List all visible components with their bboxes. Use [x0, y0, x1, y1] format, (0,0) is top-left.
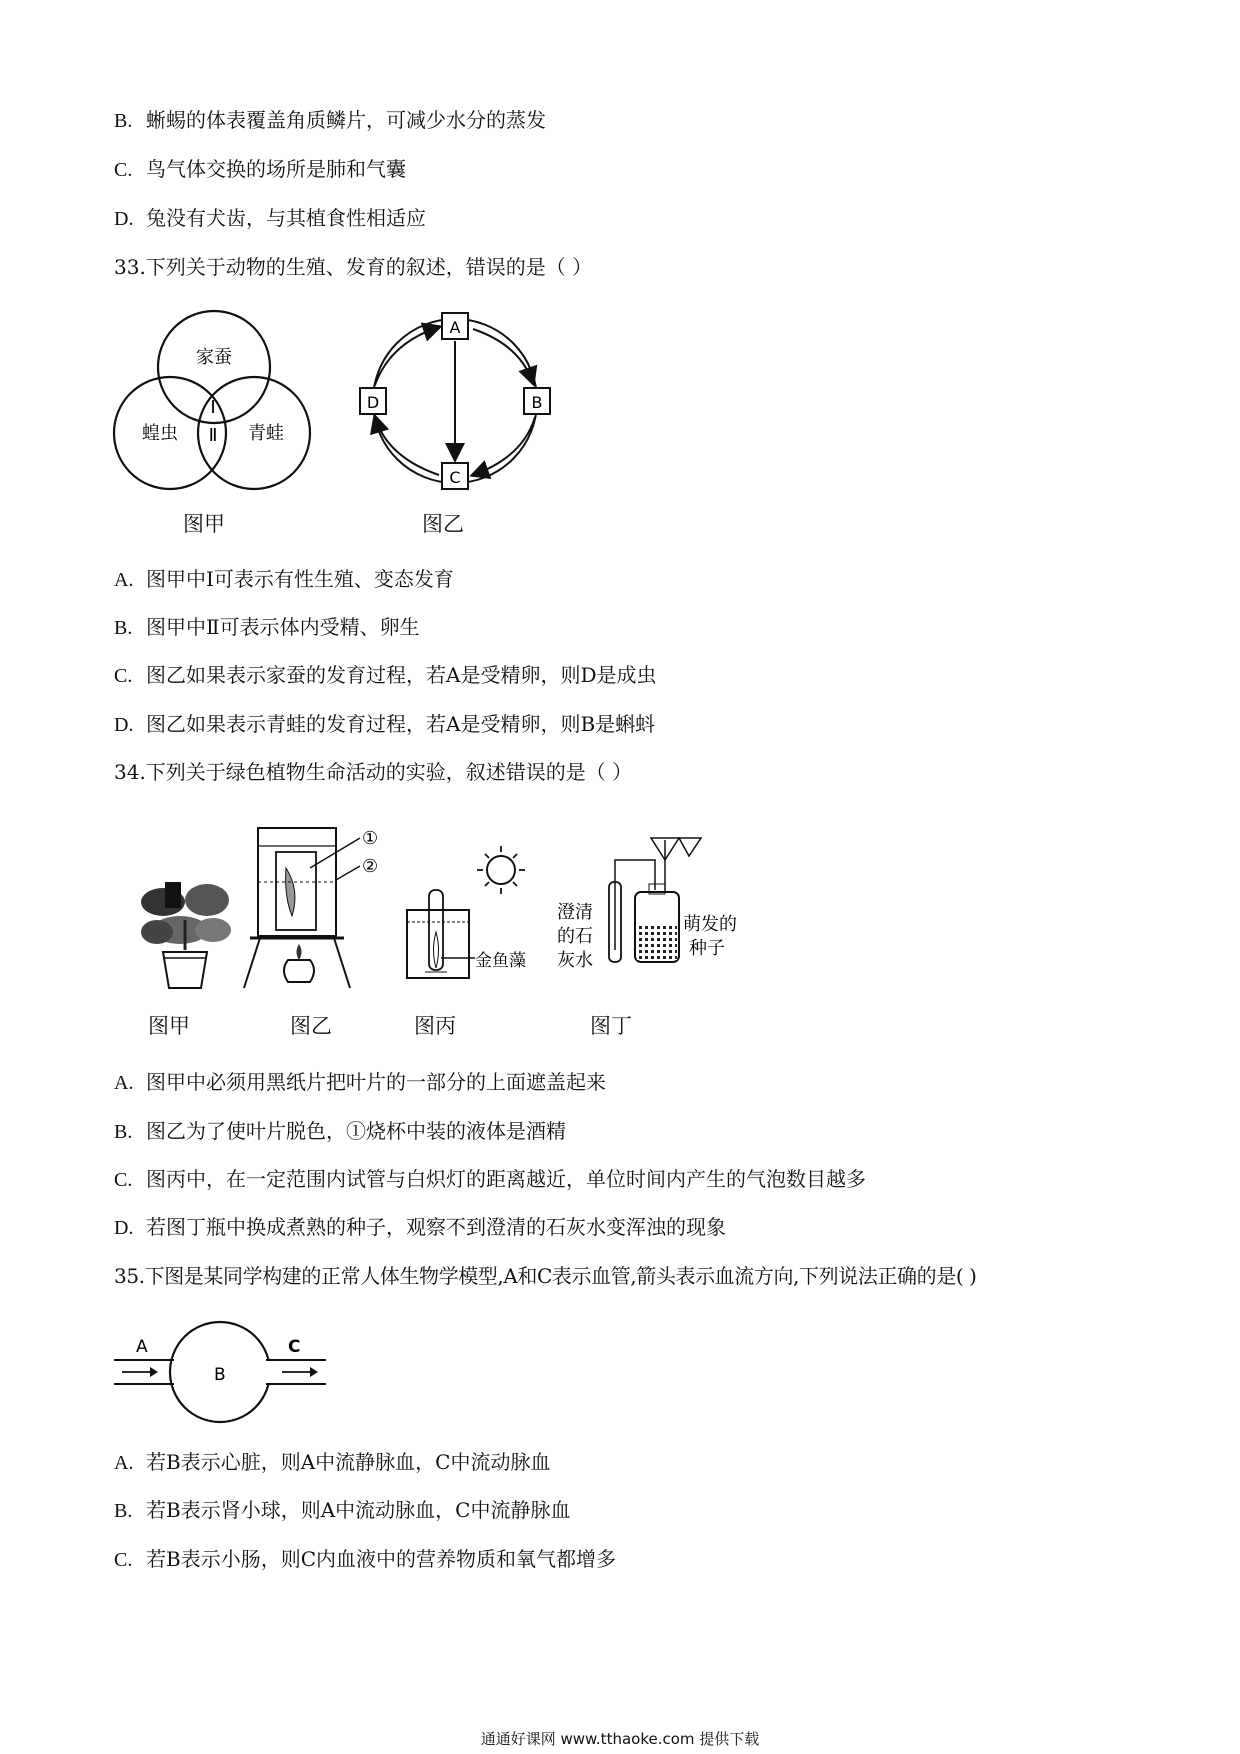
- q34-fig4-germinating-seeds: [555, 830, 750, 1000]
- q34-fig2-water-bath: [240, 820, 400, 995]
- q32-option-c: [114, 155, 406, 184]
- cycle-label-b: B: [531, 393, 543, 412]
- q33-cycle-diagram: [355, 305, 555, 500]
- option-text: 图甲中Ⅱ可表示体内受精、卵生: [146, 615, 420, 639]
- option-text: 图甲中Ⅰ可表示有性生殖、变态发育: [146, 567, 454, 591]
- option-letter: C.: [114, 1169, 133, 1191]
- venn-label-frog: 青蛙: [248, 423, 284, 444]
- option-letter: C.: [114, 665, 133, 687]
- option-letter: A.: [114, 1452, 134, 1474]
- limewater-label-line3: 灰水: [557, 950, 593, 971]
- q32-option-b: [114, 106, 546, 135]
- q34-option-c: [114, 1165, 866, 1194]
- option-letter: D.: [114, 714, 134, 736]
- q34-option-b: [114, 1117, 566, 1146]
- option-text: 图乙为了使叶片脱色，①烧杯中装的液体是酒精: [146, 1119, 566, 1143]
- q34-fig2-caption: 图乙: [290, 1014, 332, 1038]
- option-text: 若图丁瓶中换成煮熟的种子，观察不到澄清的石灰水变浑浊的现象: [146, 1215, 726, 1239]
- q34-fig3-pondweed-lamp: [405, 840, 550, 990]
- option-text: 图甲中必须用黑纸片把叶片的一部分的上面遮盖起来: [146, 1070, 606, 1094]
- page-footer: 通通好课网 www.tthaoke.com 提供下载: [480, 1730, 760, 1748]
- cycle-label-a: A: [449, 318, 461, 337]
- cycle-label-d: D: [366, 393, 380, 412]
- option-letter: B.: [114, 617, 133, 639]
- q33-option-a: [114, 565, 454, 594]
- option-letter: D.: [114, 1217, 134, 1239]
- q35-option-c: [114, 1545, 616, 1574]
- option-text: 鸟气体交换的场所是肺和气囊: [146, 157, 406, 181]
- q35-blood-flow-model: [112, 1318, 332, 1428]
- q34-fig1-potted-plant: [135, 860, 235, 990]
- cycle-label-c: C: [449, 468, 461, 487]
- q33-fig2-caption: 图乙: [422, 512, 464, 536]
- option-text: 若B表示小肠，则C内血液中的营养物质和氧气都增多: [146, 1547, 616, 1571]
- option-text: 蜥蜴的体表覆盖角质鳞片，可减少水分的蒸发: [146, 108, 546, 132]
- beaker-mark-1: ①: [362, 828, 379, 849]
- venn-mark-2: Ⅱ: [208, 425, 218, 446]
- option-text: 图乙如果表示家蚕的发育过程，若A是受精卵，则D是成虫: [146, 663, 657, 687]
- venn-mark-1: Ⅰ: [210, 397, 216, 418]
- option-letter: A.: [114, 569, 134, 591]
- option-letter: B.: [114, 1121, 133, 1143]
- model-label-b: B: [214, 1365, 226, 1385]
- q34-option-a: [114, 1068, 606, 1097]
- q33-option-d: [114, 710, 655, 739]
- option-letter: A.: [114, 1072, 134, 1094]
- option-letter: C.: [114, 159, 133, 181]
- q35-stem: 35.下图是某同学构建的正常人体生物学模型,A和C表示血管,箭头表示血流方向,下列说法正确的是( ): [114, 1264, 977, 1288]
- model-label-c: C: [288, 1337, 301, 1357]
- option-letter: B.: [114, 1500, 133, 1522]
- limewater-label-line2: 的石: [557, 926, 593, 947]
- q33-fig1-caption: 图甲: [183, 512, 225, 536]
- model-label-a: A: [136, 1337, 148, 1357]
- q35-option-b: [114, 1496, 570, 1525]
- q32-option-d: [114, 204, 426, 233]
- q35-option-a: [114, 1448, 550, 1477]
- option-letter: C.: [114, 1549, 133, 1571]
- venn-label-silkworm: 家蚕: [196, 347, 232, 368]
- option-text: 兔没有犬齿，与其植食性相适应: [146, 206, 426, 230]
- plant-label: 金鱼藻: [475, 951, 526, 971]
- q34-stem: 34.下列关于绿色植物生命活动的实验，叙述错误的是（ ）: [114, 760, 633, 784]
- q34-option-d: [114, 1213, 726, 1242]
- q33-option-c: [114, 661, 656, 690]
- option-text: 若B表示肾小球，则A中流动脉血，C中流静脉血: [146, 1498, 571, 1522]
- option-letter: B.: [114, 110, 133, 132]
- option-letter: D.: [114, 208, 134, 230]
- option-text: 图乙如果表示青蛙的发育过程，若A是受精卵，则B是蝌蚪: [146, 712, 656, 736]
- option-text: 若B表示心脏，则A中流静脉血，C中流动脉血: [146, 1450, 551, 1474]
- limewater-label-line1: 澄清: [557, 902, 593, 923]
- beaker-mark-2: ②: [362, 856, 379, 877]
- q33-option-b: [114, 613, 420, 642]
- q34-fig1-caption: 图甲: [148, 1014, 190, 1038]
- seeds-label-line2: 种子: [689, 938, 725, 959]
- option-text: 图丙中，在一定范围内试管与白炽灯的距离越近，单位时间内产生的气泡数目越多: [146, 1167, 866, 1191]
- q34-fig3-caption: 图丙: [414, 1014, 456, 1038]
- q34-fig4-caption: 图丁: [590, 1014, 632, 1038]
- q33-venn-diagram: [110, 305, 320, 505]
- seeds-label-line1: 萌发的: [683, 914, 737, 935]
- q33-stem: 33.下列关于动物的生殖、发育的叙述，错误的是（ ）: [114, 255, 593, 279]
- venn-label-locust: 蝗虫: [142, 423, 178, 444]
